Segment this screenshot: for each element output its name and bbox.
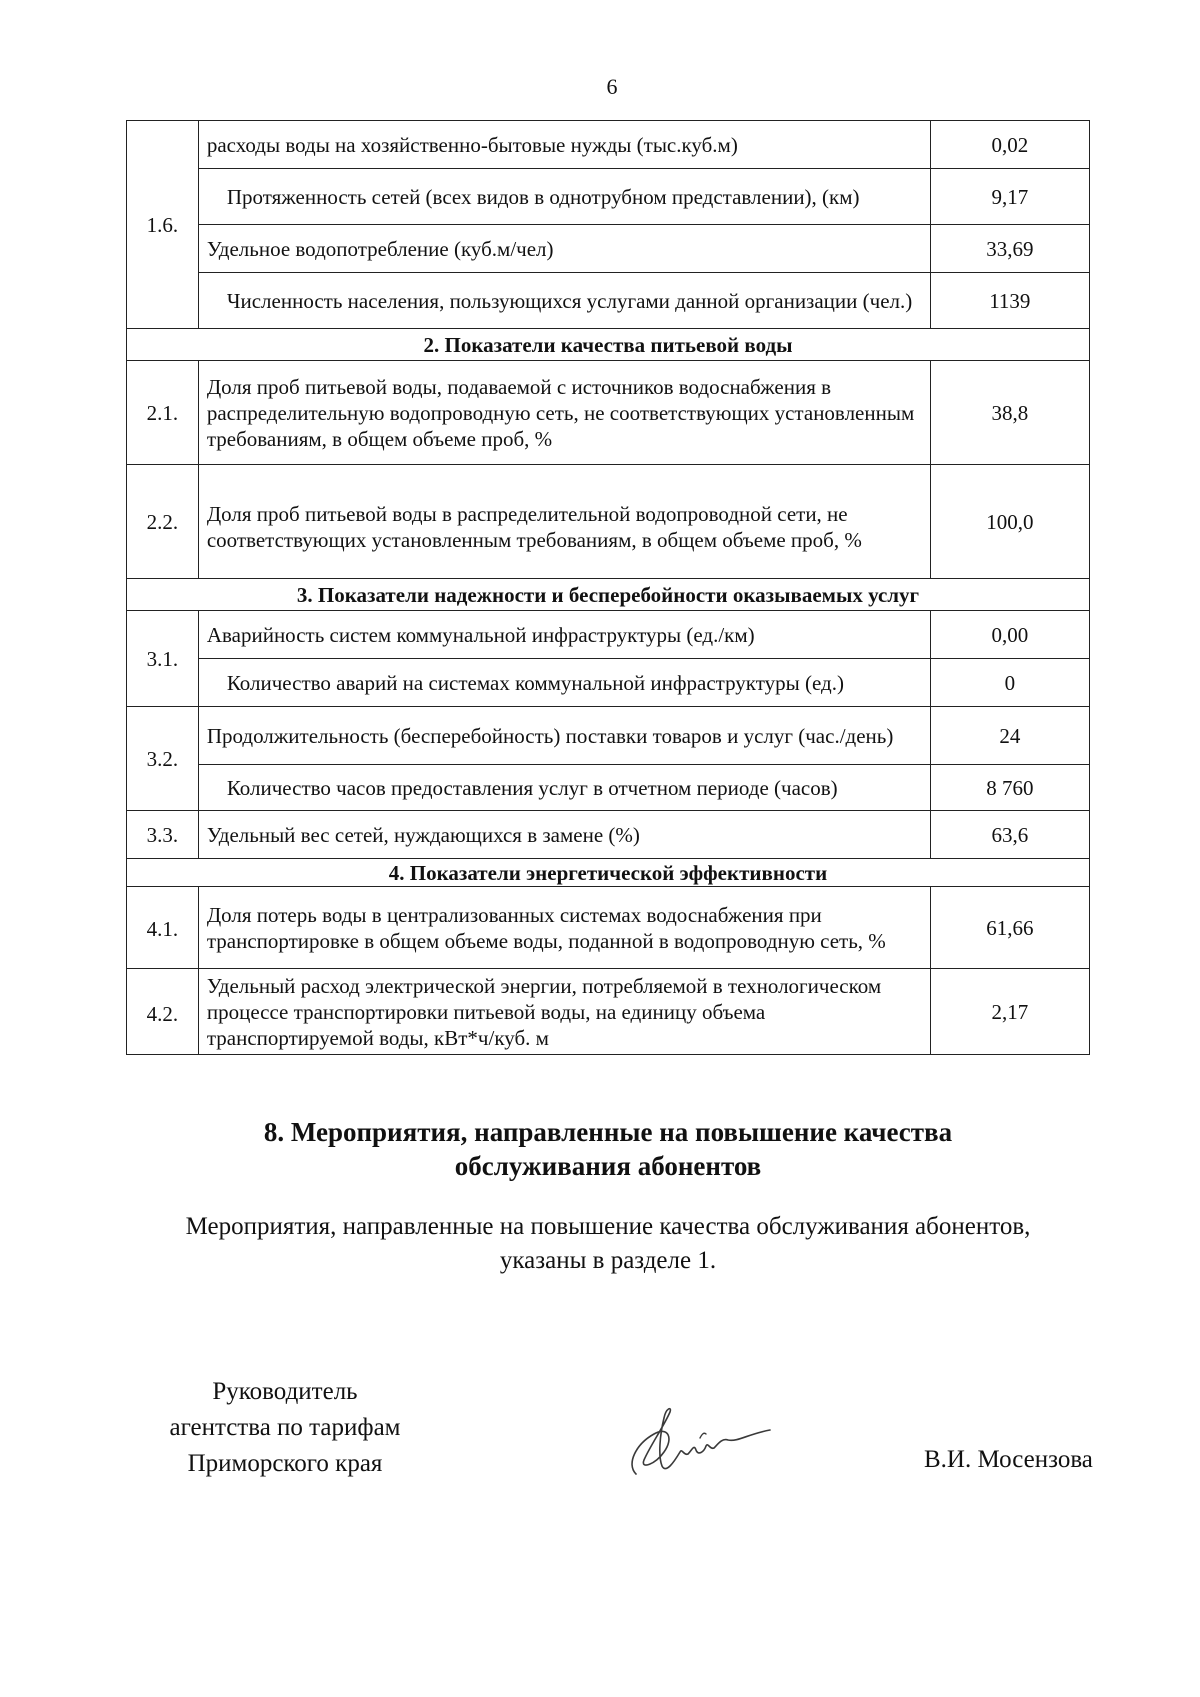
section-8-heading-line: 8. Мероприятия, направленные на повышение качества bbox=[263, 1117, 953, 1147]
row-description: Доля потерь воды в централизованных системах водоснабжения при транспортировке в общем объеме воды, поданной в водопроводную сеть, % bbox=[198, 887, 930, 969]
row-value: 38,8 bbox=[930, 361, 1089, 465]
row-description: Доля проб питьевой воды в распределительной водопроводной сети, не соответствующих установленным требованиям, в общем объеме проб, % bbox=[198, 465, 930, 579]
page-number: 6 bbox=[606, 74, 618, 99]
paragraph-line: указаны в разделе 1. bbox=[499, 1247, 717, 1274]
signer-title-line: Руководитель bbox=[212, 1378, 358, 1405]
row-description: Удельное водопотребление (куб.м/чел) bbox=[198, 225, 930, 273]
row-number: 4.1. bbox=[127, 887, 199, 969]
section-title: 3. Показатели надежности и бесперебойности оказываемых услуг bbox=[127, 579, 1090, 611]
indicators-table bbox=[126, 120, 1090, 1055]
row-value: 9,17 bbox=[930, 169, 1089, 225]
row-number: 2.1. bbox=[127, 361, 199, 465]
row-number: 3.2. bbox=[127, 707, 199, 811]
table-row bbox=[127, 121, 1090, 169]
section-row bbox=[127, 579, 1090, 611]
row-value: 2,17 bbox=[930, 969, 1089, 1055]
row-value: 100,0 bbox=[930, 465, 1089, 579]
row-description: Продолжительность (бесперебойность) поставки товаров и услуг (час./день) bbox=[198, 707, 930, 765]
handwritten-signature bbox=[618, 1404, 778, 1486]
section-8-heading-line: обслуживания абонентов bbox=[454, 1151, 762, 1181]
table-row bbox=[127, 225, 1090, 273]
row-value: 0,00 bbox=[930, 611, 1089, 659]
table-row bbox=[127, 611, 1090, 659]
row-value: 63,6 bbox=[930, 811, 1089, 859]
row-description: расходы воды на хозяйственно-бытовые нужды (тыс.куб.м) bbox=[198, 121, 930, 169]
signer-title bbox=[150, 1374, 420, 1482]
signer-title-line: Приморского края bbox=[187, 1450, 383, 1477]
row-description: Количество аварий на системах коммунальной инфраструктуры (ед.) bbox=[198, 659, 930, 707]
table-row bbox=[127, 169, 1090, 225]
signer-name: В.И. Мосензова bbox=[924, 1446, 1093, 1473]
row-description: Удельный расход электрической энергии, потребляемой в технологическом процессе транспортировки питьевой воды, на единицу объема транспортируемой воды, кВт*ч/куб. м bbox=[198, 969, 930, 1055]
table-row bbox=[127, 765, 1090, 811]
paragraph-line: Мероприятия, направленные на повышение качества обслуживания абонентов, bbox=[185, 1213, 1031, 1240]
section-8-heading bbox=[126, 1115, 1090, 1183]
row-number: 1.6. bbox=[127, 121, 199, 329]
table-row bbox=[127, 273, 1090, 329]
row-value: 61,66 bbox=[930, 887, 1089, 969]
table-row bbox=[127, 887, 1090, 969]
row-description: Протяженность сетей (всех видов в однотрубном представлении), (км) bbox=[198, 169, 930, 225]
row-number: 3.1. bbox=[127, 611, 199, 707]
row-description: Численность населения, пользующихся услугами данной организации (чел.) bbox=[198, 273, 930, 329]
row-description: Доля проб питьевой воды, подаваемой с источников водоснабжения в распределительную водопроводную сеть, не соответствующих установленным требованиям, в общем объеме проб, % bbox=[198, 361, 930, 465]
section-title: 4. Показатели энергетической эффективности bbox=[127, 859, 1090, 887]
table-row bbox=[127, 811, 1090, 859]
row-value: 33,69 bbox=[930, 225, 1089, 273]
row-value: 0,02 bbox=[930, 121, 1089, 169]
row-description: Аварийность систем коммунальной инфраструктуры (ед./км) bbox=[198, 611, 930, 659]
section-row bbox=[127, 329, 1090, 361]
table-row bbox=[127, 361, 1090, 465]
section-title: 2. Показатели качества питьевой воды bbox=[127, 329, 1090, 361]
row-description: Удельный вес сетей, нуждающихся в замене (%) bbox=[198, 811, 930, 859]
row-number: 2.2. bbox=[127, 465, 199, 579]
row-description: Количество часов предоставления услуг в отчетном периоде (часов) bbox=[198, 765, 930, 811]
signer-title-line: агентства по тарифам bbox=[169, 1414, 401, 1441]
row-number: 3.3. bbox=[127, 811, 199, 859]
table-row bbox=[127, 659, 1090, 707]
table-row bbox=[127, 969, 1090, 1055]
table-row bbox=[127, 465, 1090, 579]
row-value: 1139 bbox=[930, 273, 1089, 329]
row-value: 0 bbox=[930, 659, 1089, 707]
row-value: 8 760 bbox=[930, 765, 1089, 811]
section-8-paragraph bbox=[126, 1210, 1090, 1278]
row-number: 4.2. bbox=[127, 969, 199, 1055]
section-row bbox=[127, 859, 1090, 887]
row-value: 24 bbox=[930, 707, 1089, 765]
table-row bbox=[127, 707, 1090, 765]
